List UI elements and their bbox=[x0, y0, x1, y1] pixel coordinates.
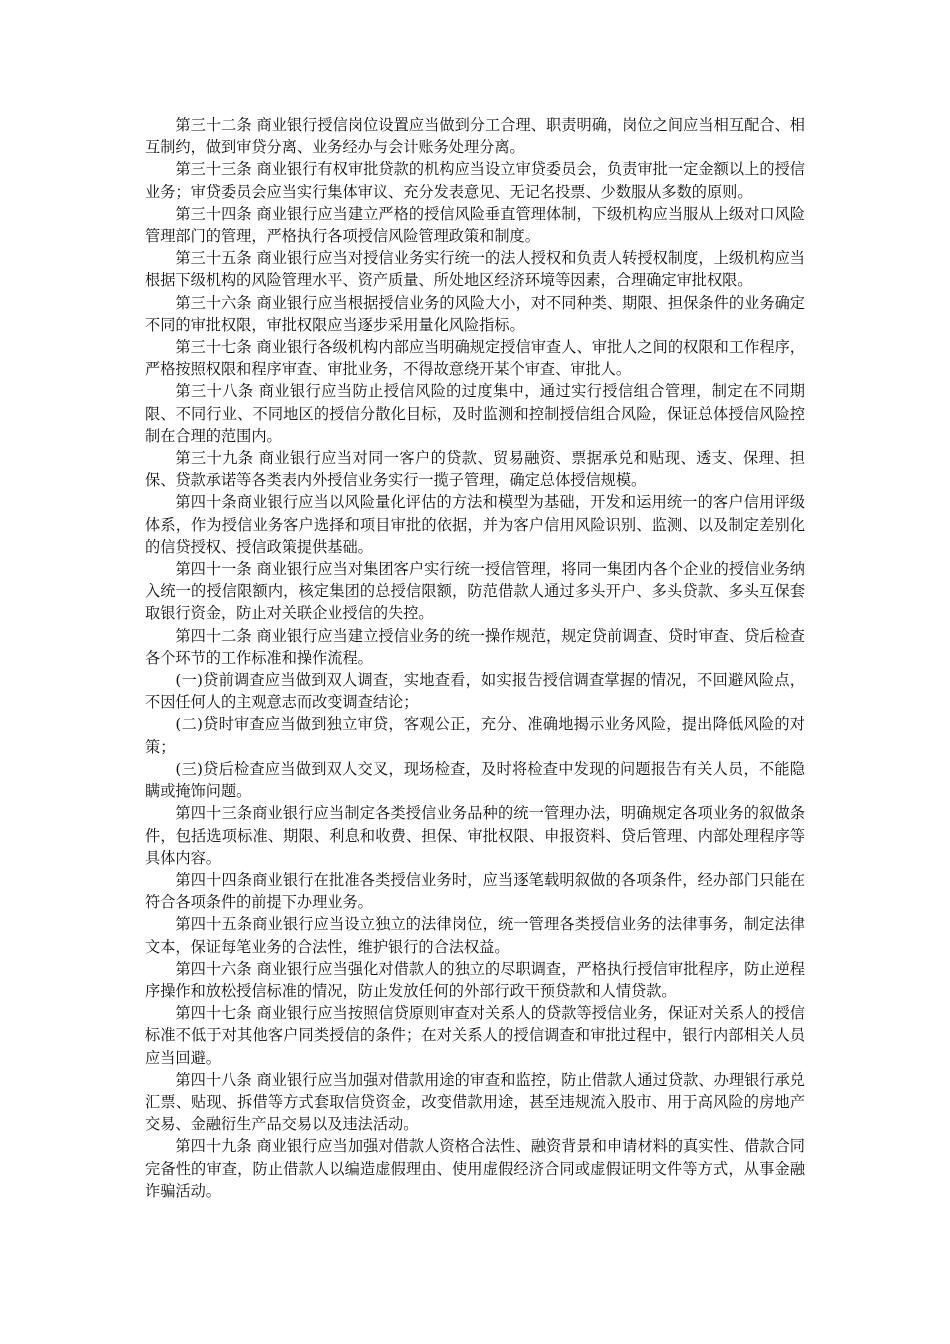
article-43: 第四十三条商业银行应当制定各类授信业务品种的统一管理办法，明确规定各项业务的叙做条件，包括选项标准、期限、利息和收费、担保、审批权限、申报资料、贷后管理、内部处理程序等具体内容。 bbox=[145, 804, 805, 867]
article-47: 第四十七条 商业银行应当按照信贷原则审查对关系人的贷款等授信业务，保证对关系人的授信标准不低于对其他客户同类授信的条件；在对关系人的授信调查和审批过程中，银行内部相关人员应当回避。 bbox=[145, 1004, 805, 1067]
article-33: 第三十三条 商业银行有权审批贷款的机构应当设立审贷委员会，负责审批一定金额以上的授信业务；审贷委员会应当实行集体审议、充分发表意见、无记名投票、少数服从多数的原则。 bbox=[145, 160, 805, 201]
article-42-item-3: (三)贷后检查应当做到双人交叉，现场检查，及时将检查中发现的问题报告有关人员，不能隐瞒或掩饰问题。 bbox=[145, 759, 805, 801]
article-44: 第四十四条商业银行在批准各类授信业务时，应当逐笔载明叙做的各项条件，经办部门只能在符合各项条件的前提下办理业务。 bbox=[145, 870, 805, 912]
article-42-item-1: (一)贷前调查应当做到双人调查，实地查看，如实报告授信调查掌握的情况，不回避风险点，不因任何人的主观意志而改变调查结论； bbox=[145, 671, 805, 712]
article-36: 第三十六条 商业银行应当根据授信业务的风险大小，对不同种类、期限、担保条件的业务确定不同的审批权限，审批权限应当逐步采用量化风险指标。 bbox=[145, 293, 805, 334]
article-46: 第四十六条 商业银行应当强化对借款人的独立的尽职调查，严格执行授信审批程序，防止逆程序操作和放松授信标准的情况，防止发放任何的外部行政干预贷款和人情贷款。 bbox=[145, 959, 805, 1000]
article-34: 第三十四条 商业银行应当建立严格的授信风险垂直管理体制，下级机构应当服从上级对口风险管理部门的管理，严格执行各项授信风险管理政策和制度。 bbox=[145, 204, 805, 246]
article-41: 第四十一条 商业银行应当对集团客户实行统一授信管理，将同一集团内各个企业的授信业务纳入统一的授信限额内，核定集团的总授信限额，防范借款人通过多头开户、多头贷款、多头互保套取银行资金，防止对关联企业授信的失控。 bbox=[145, 560, 805, 623]
article-32: 第三十二条 商业银行授信岗位设置应当做到分工合理、职责明确，岗位之间应当相互配合、相互制约，做到审贷分离、业务经办与会计账务处理分离。 bbox=[145, 116, 805, 157]
document-body bbox=[145, 114, 805, 1202]
article-38: 第三十八条 商业银行应当防止授信风险的过度集中，通过实行授信组合管理，制定在不同期限、不同行业、不同地区的授信分散化目标，及时监测和控制授信组合风险，保证总体授信风险控制在合理的范围内。 bbox=[145, 382, 805, 445]
article-49: 第四十九条 商业银行应当加强对借款人资格合法性、融资背景和申请材料的真实性、借款合同完备性的审查，防止借款人以编造虚假理由、使用虚假经济合同或虚假证明文件等方式，从事金融诈骗活动。 bbox=[145, 1137, 805, 1200]
article-35: 第三十五条 商业银行应当对授信业务实行统一的法人授权和负责人转授权制度，上级机构应当根据下级机构的风险管理水平、资产质量、所处地区经济环境等因素，合理确定审批权限。 bbox=[145, 249, 805, 290]
article-37: 第三十七条 商业银行各级机构内部应当明确规定授信审查人、审批人之间的权限和工作程序，严格按照权限和程序审查、审批业务，不得故意绕开某个审查、审批人。 bbox=[145, 338, 805, 379]
article-45: 第四十五条商业银行应当设立独立的法律岗位，统一管理各类授信业务的法律事务，制定法律文本，保证每笔业务的合法性，维护银行的合法权益。 bbox=[145, 915, 805, 956]
article-42-item-2: (二)贷时审查应当做到独立审贷，客观公正，充分、准确地揭示业务风险，提出降低风险的对策； bbox=[145, 715, 805, 756]
article-39: 第三十九条 商业银行应当对同一客户的贷款、贸易融资、票据承兑和贴现、透支、保理、担保、贷款承诺等各类表内外授信业务实行一揽子管理，确定总体授信规模。 bbox=[145, 449, 805, 490]
article-40: 第四十条商业银行应当以风险量化评估的方法和模型为基础，开发和运用统一的客户信用评级体系，作为授信业务客户选择和项目审批的依据，并为客户信用风险识别、监测、以及制定差别化的信贷授权、授信政策提供基础。 bbox=[145, 493, 805, 556]
article-42: 第四十二条 商业银行应当建立授信业务的统一操作规范，规定贷前调查、贷时审查、贷后检查各个环节的工作标准和操作流程。 bbox=[145, 626, 805, 667]
article-48: 第四十八条 商业银行应当加强对借款用途的审查和监控，防止借款人通过贷款、办理银行承兑汇票、贴现、拆借等方式套取信贷资金，改变借款用途，甚至违规流入股市、用于高风险的房地产交易、金融衍生产品交易以及违法活动。 bbox=[145, 1070, 805, 1134]
